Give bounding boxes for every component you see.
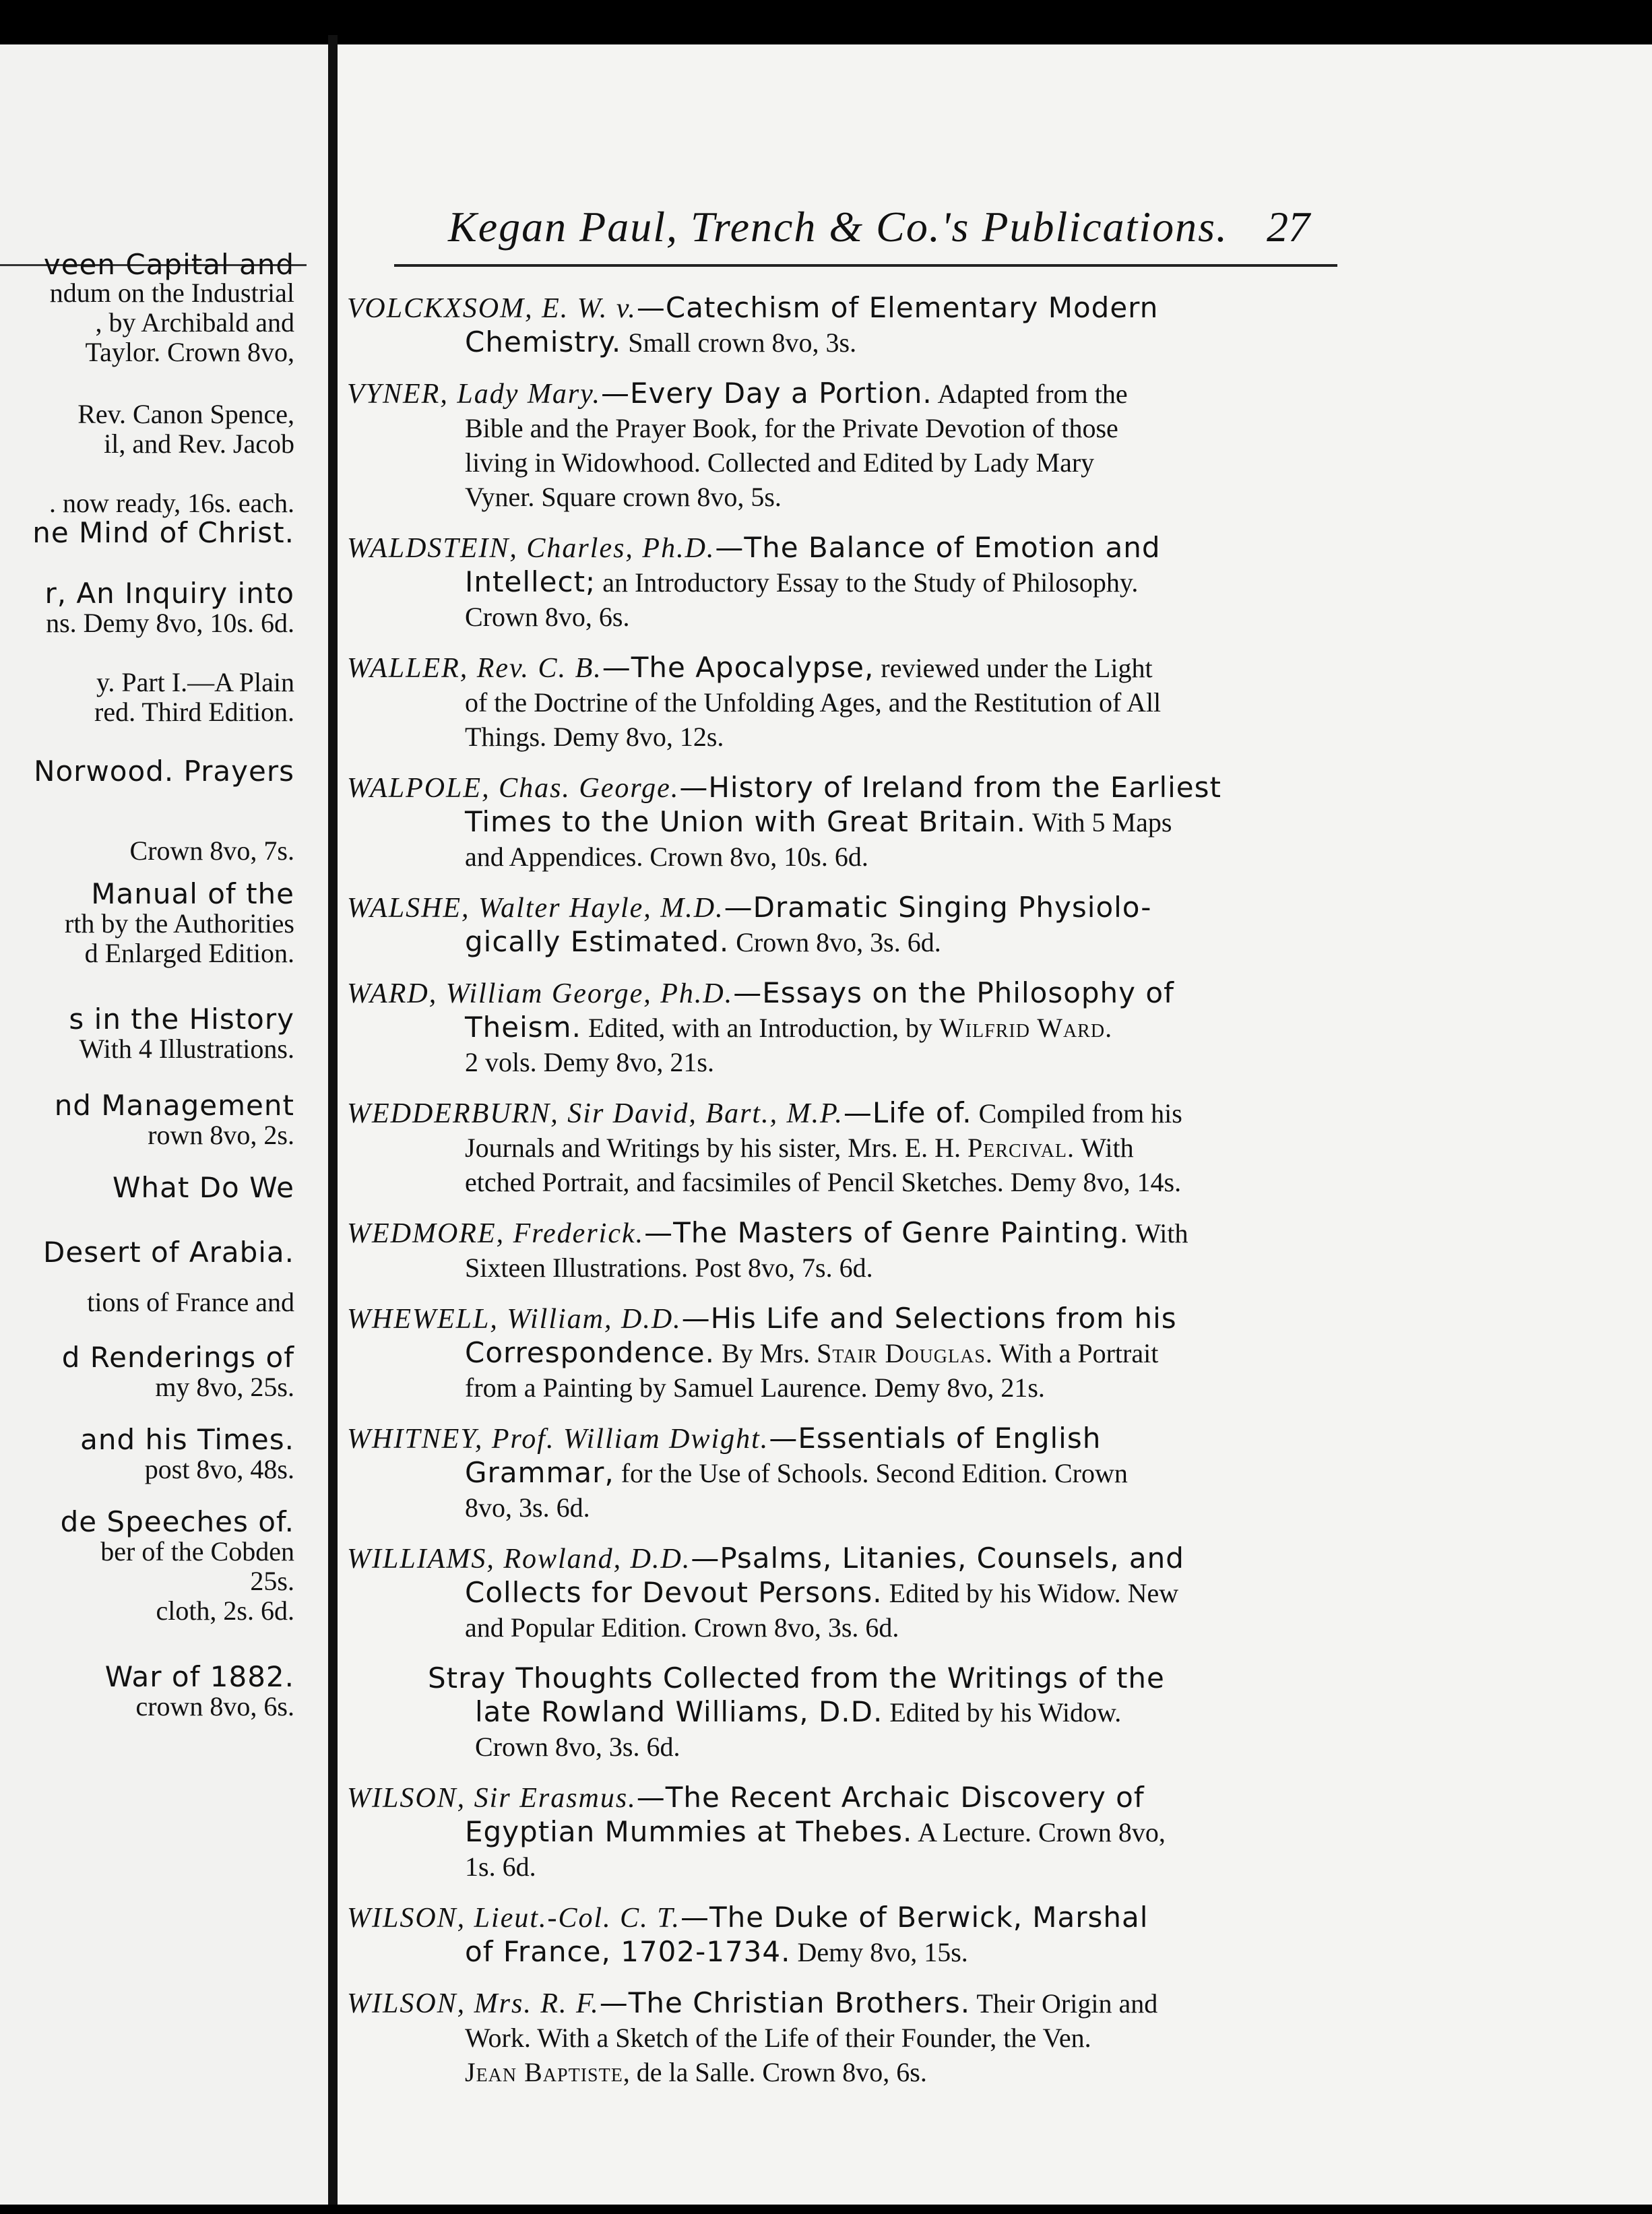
left-page-line: Rev. Canon Spence,	[77, 399, 294, 429]
running-head: Kegan Paul, Trench & Co.'s Publications.	[448, 203, 1228, 251]
entry-detail: Things. Demy 8vo, 12s.	[465, 722, 724, 752]
left-page-line: ns. Demy 8vo, 10s. 6d.	[46, 608, 294, 638]
entry-line	[347, 1096, 1344, 1131]
catalogue-entry	[347, 651, 1344, 754]
entry-title: —Dramatic Singing Physiolo-	[724, 891, 1152, 924]
entry-line	[347, 1781, 1344, 1815]
entry-line	[347, 600, 1344, 634]
entry-line	[347, 1935, 1344, 1969]
catalogue-entry	[347, 531, 1344, 634]
catalogue-entry	[347, 1216, 1344, 1285]
entry-line	[347, 1251, 1344, 1285]
left-page-line: 25s.	[250, 1566, 294, 1596]
left-page-line: de Speeches of.	[60, 1505, 294, 1538]
entry-title: Times to the Union with Great Britain.	[465, 805, 1026, 838]
catalogue-entry	[347, 1542, 1344, 1645]
entry-title: Collects for Devout Persons.	[465, 1576, 883, 1609]
left-page-line: ber of the Cobden	[100, 1536, 294, 1567]
entry-line	[347, 1165, 1344, 1199]
catalogue-entry	[347, 1302, 1344, 1405]
entry-detail: Edited by his Widow. New	[882, 1578, 1179, 1608]
entry-line	[347, 325, 1344, 360]
catalogue-entry	[347, 1901, 1344, 1969]
entry-detail: With a Portrait	[992, 1338, 1159, 1368]
entry-name-smallcaps: Percival.	[967, 1133, 1075, 1163]
entry-line	[347, 1045, 1344, 1079]
book-gutter	[328, 35, 338, 2205]
entry-detail: living in Widowhood. Collected and Edited by Lady Mary	[465, 447, 1095, 478]
entry-line	[347, 1610, 1344, 1645]
catalogue-entry	[347, 771, 1344, 874]
entry-detail: Demy 8vo, 15s.	[790, 1937, 968, 1967]
left-page-line: With 4 Illustrations.	[79, 1034, 294, 1064]
entry-title: gically Estimated.	[465, 925, 730, 958]
entry-detail: 1s. 6d.	[465, 1852, 536, 1882]
entry-detail: A Lecture. Crown 8vo,	[912, 1817, 1166, 1847]
left-page-line: my 8vo, 25s.	[155, 1372, 294, 1402]
entry-detail: Bible and the Prayer Book, for the Private Devotion of those	[465, 413, 1118, 443]
entry-detail: With 5 Maps	[1025, 807, 1172, 837]
entry-line	[347, 1336, 1344, 1370]
left-page-line: Taylor. Crown 8vo,	[85, 337, 294, 367]
entry-detail: reviewed under the Light	[874, 653, 1153, 683]
catalogue-entry	[347, 377, 1344, 514]
entry-author: WARD, William George, Ph.D.	[347, 978, 734, 1009]
left-page-line: d Renderings of	[61, 1341, 294, 1374]
left-page-line: Desert of Arabia.	[43, 1236, 294, 1269]
entry-title: —The Recent Archaic Discovery of	[636, 1781, 1145, 1814]
entry-title: Egyptian Mummies at Thebes.	[465, 1815, 913, 1848]
entry-title: —Psalms, Litanies, Counsels, and	[691, 1542, 1184, 1575]
entry-line	[347, 720, 1344, 754]
entry-line	[347, 1662, 1344, 1695]
entry-line	[347, 1011, 1344, 1045]
entry-detail: Edited, with an Introduction, by	[581, 1013, 939, 1043]
entry-detail: Crown 8vo, 3s. 6d.	[475, 1732, 680, 1762]
entry-name-smallcaps: Wilfrid Ward.	[939, 1013, 1113, 1043]
entry-line	[347, 565, 1344, 600]
entry-title: late Rowland Williams, D.D.	[475, 1695, 883, 1728]
left-page-line: Manual of the	[91, 877, 294, 910]
left-page-line: crown 8vo, 6s.	[135, 1691, 294, 1721]
entry-line	[347, 976, 1344, 1011]
entry-line	[347, 771, 1344, 805]
entry-line	[347, 1730, 1344, 1764]
entry-line	[347, 651, 1344, 685]
entry-name-smallcaps: Jean Baptiste	[465, 2057, 623, 2087]
entry-author: WILLIAMS, Rowland, D.D.	[347, 1544, 691, 1575]
catalogue-entry	[347, 891, 1344, 959]
entry-line	[347, 1901, 1344, 1935]
entry-line	[347, 531, 1344, 565]
entry-author: WALDSTEIN, Charles, Ph.D.	[347, 533, 716, 564]
entry-title: Stray Thoughts Collected from the Writings of the	[428, 1662, 1165, 1695]
entry-author: VYNER, Lady Mary.	[347, 379, 601, 410]
entry-detail: Compiled from his	[972, 1098, 1182, 1129]
left-page-line: nd Management	[54, 1089, 294, 1122]
entry-line	[347, 1815, 1344, 1849]
left-page-line: Crown 8vo, 7s.	[129, 835, 294, 866]
entry-author: WILSON, Lieut.-Col. C. T.	[347, 1903, 680, 1934]
entry-author: WALPOLE, Chas. George.	[347, 773, 680, 804]
entry-detail: etched Portrait, and facsimiles of Pencil Sketches. Demy 8vo, 14s.	[465, 1167, 1182, 1197]
entry-line	[347, 1490, 1344, 1525]
catalogue-entry	[347, 1781, 1344, 1884]
entry-line	[347, 1576, 1344, 1610]
entry-detail: from a Painting by Samuel Laurence. Demy 8vo, 21s.	[465, 1372, 1045, 1403]
entry-line	[347, 805, 1344, 840]
entry-name-smallcaps: Stair Douglas.	[817, 1338, 993, 1368]
entry-detail: and Popular Edition. Crown 8vo, 3s. 6d.	[465, 1612, 899, 1643]
catalogue-entry	[347, 1096, 1344, 1199]
entry-author: WEDMORE, Frederick.	[347, 1218, 645, 1249]
entry-detail: Adapted from the	[932, 379, 1128, 409]
entry-line	[347, 291, 1344, 325]
left-page-line: rown 8vo, 2s.	[148, 1120, 294, 1150]
entry-line	[347, 891, 1344, 925]
entry-title: Correspondence.	[465, 1336, 715, 1369]
entry-title: —Catechism of Elementary Modern	[636, 291, 1159, 324]
left-page-line: d Enlarged Edition.	[84, 938, 294, 968]
entry-detail: Journals and Writings by his sister, Mrs. E. H.	[465, 1133, 968, 1163]
entry-title: —Life of.	[843, 1096, 972, 1129]
left-page-line: What Do We	[113, 1171, 294, 1204]
entry-author: WALSHE, Walter Hayle, M.D.	[347, 893, 724, 924]
left-page-line: ndum on the Industrial	[49, 278, 294, 308]
entry-title: —The Masters of Genre Painting.	[644, 1216, 1129, 1249]
entry-author: WEDDERBURN, Sir David, Bart., M.P.	[347, 1098, 844, 1129]
entry-line	[347, 1849, 1344, 1884]
entry-line	[347, 1542, 1344, 1576]
entry-detail: an Introductory Essay to the Study of Philosophy.	[596, 567, 1139, 598]
entry-author: WILSON, Mrs. R. F.	[347, 1988, 600, 2019]
entry-detail: Vyner. Square crown 8vo, 5s.	[465, 482, 782, 512]
entry-line	[347, 1695, 1344, 1730]
entry-detail: By Mrs.	[715, 1338, 817, 1368]
entry-title: —Essays on the Philosophy of	[733, 976, 1174, 1009]
left-page-line: tions of France and	[87, 1287, 294, 1317]
entry-title: Chemistry.	[465, 325, 622, 358]
page-number: 27	[1267, 203, 1310, 251]
catalogue-entry	[347, 1422, 1344, 1525]
left-page-line: War of 1882.	[104, 1660, 294, 1693]
entry-detail: of the Doctrine of the Unfolding Ages, and the Restitution of All	[465, 687, 1162, 718]
entry-detail: for the Use of Schools. Second Edition. Crown	[614, 1458, 1128, 1488]
entry-detail: Sixteen Illustrations. Post 8vo, 7s. 6d.	[465, 1253, 873, 1283]
catalogue-entry	[347, 1986, 1344, 2089]
entry-detail: Work. With a Sketch of the Life of their Founder, the Ven.	[465, 2023, 1091, 2053]
left-page-line: veen Capital and	[43, 248, 294, 281]
left-page-line: and his Times.	[80, 1423, 294, 1456]
left-page-line: . now ready, 16s. each.	[49, 488, 294, 518]
entry-detail: Edited by his Widow.	[883, 1697, 1122, 1728]
entry-title: —The Duke of Berwick, Marshal	[680, 1901, 1149, 1934]
entry-author: VOLCKXSOM, E. W. v.	[347, 293, 637, 324]
entry-line	[347, 2021, 1344, 2055]
entry-title: —The Christian Brothers.	[599, 1986, 971, 2019]
left-page	[0, 44, 328, 2205]
entry-title: Grammar,	[465, 1456, 614, 1489]
entry-title: —Every Day a Portion.	[601, 377, 932, 410]
entry-detail: Crown 8vo, 3s. 6d.	[729, 927, 941, 957]
entry-line	[347, 377, 1344, 411]
entry-line	[347, 1370, 1344, 1405]
entry-title: Theism.	[465, 1011, 581, 1044]
entry-detail: With	[1074, 1133, 1134, 1163]
entry-author: WALLER, Rev. C. B.	[347, 653, 602, 684]
catalogue-entry	[347, 1662, 1344, 1764]
entry-author: WHITNEY, Prof. William Dwight.	[347, 1424, 769, 1455]
entry-detail: , de la Salle. Crown 8vo, 6s.	[623, 2057, 927, 2087]
entry-line	[347, 1422, 1344, 1456]
entry-line	[347, 1216, 1344, 1251]
entry-title: —The Balance of Emotion and	[715, 531, 1161, 564]
left-page-line: , by Archibald and	[95, 307, 294, 338]
catalogue-entry	[347, 291, 1344, 360]
entry-line	[347, 2055, 1344, 2089]
entry-line	[347, 445, 1344, 480]
entry-line	[347, 1456, 1344, 1490]
entry-line	[347, 411, 1344, 445]
left-page-line: rth by the Authorities	[64, 908, 294, 939]
left-page-line: s in the History	[69, 1003, 294, 1036]
entry-title: —Essentials of English	[769, 1422, 1102, 1455]
entry-detail: Crown 8vo, 6s.	[465, 602, 630, 632]
entry-line	[347, 925, 1344, 959]
left-page-line: y. Part I.—A Plain	[96, 667, 294, 697]
entry-title: Intellect;	[465, 565, 596, 598]
entry-author: WILSON, Sir Erasmus.	[347, 1783, 637, 1814]
left-page-line: ne Mind of Christ.	[32, 516, 294, 549]
catalogue-entry	[347, 976, 1344, 1079]
entry-detail: Their Origin and	[970, 1988, 1158, 2019]
entry-title: of France, 1702-1734.	[465, 1935, 791, 1968]
header-rule	[394, 264, 1337, 267]
left-page-line: cloth, 2s. 6d.	[156, 1595, 294, 1626]
entry-line	[347, 685, 1344, 720]
entry-title: —The Apocalypse,	[602, 651, 875, 684]
catalogue-entries	[347, 291, 1344, 2106]
entry-author: WHEWELL, William, D.D.	[347, 1304, 682, 1335]
entry-detail: With	[1129, 1218, 1188, 1248]
left-page-line: r, An Inquiry into	[44, 577, 294, 610]
entry-title: —His Life and Selections from his	[681, 1302, 1177, 1335]
entry-title: —History of Ireland from the Earliest	[679, 771, 1221, 804]
entry-line	[347, 480, 1344, 514]
entry-detail: and Appendices. Crown 8vo, 10s. 6d.	[465, 842, 868, 872]
left-page-line: il, and Rev. Jacob	[104, 429, 294, 459]
entry-line	[347, 1986, 1344, 2021]
entry-detail: Small crown 8vo, 3s.	[621, 327, 857, 358]
entry-detail: 2 vols. Demy 8vo, 21s.	[465, 1047, 714, 1077]
left-page-line: post 8vo, 48s.	[144, 1454, 294, 1484]
entry-line	[347, 1131, 1344, 1165]
left-page-line: red. Third Edition.	[94, 697, 294, 727]
entry-line	[347, 840, 1344, 874]
left-page-line: Norwood. Prayers	[34, 755, 294, 788]
entry-detail: 8vo, 3s. 6d.	[465, 1492, 590, 1523]
entry-line	[347, 1302, 1344, 1336]
